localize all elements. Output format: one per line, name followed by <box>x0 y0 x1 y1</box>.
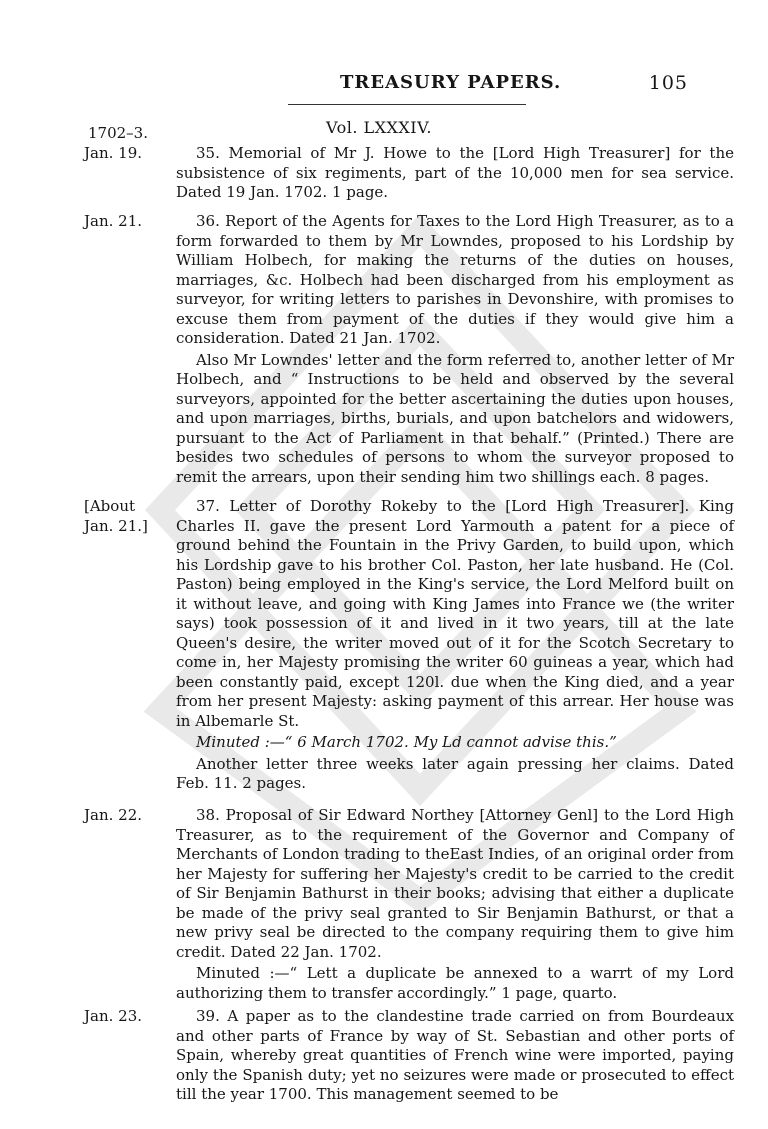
entry-paragraph: Another letter three weeks later again pressing her claims. Dated Feb. 11. 2 pages. <box>176 754 734 792</box>
entry-date: [About Jan. 21.] <box>84 497 148 535</box>
entry-paragraph: 39. A paper as to the clandestine trade carried on from Bourdeaux and other parts of France by way of St. Sebastian and other ports of Spain, whereby great quantities of French wine were imported, paying only the Spanish duty; yet no seizures were made or prosecuted to effect till the year 1700. This management seemed to be <box>176 1007 734 1103</box>
entry-35 <box>84 144 734 203</box>
entry-body <box>176 806 734 1003</box>
entry-38 <box>84 806 734 1003</box>
header-rule <box>288 104 526 105</box>
entry-paragraph: 35. Memorial of Mr J. Howe to the [Lord High Treasurer] for the subsistence of six regiments, part of the 10,000 men for sea service. Dated 19 Jan. 1702. 1 page. <box>176 144 734 201</box>
entry-date: Jan. 19. <box>84 144 143 162</box>
entry-36 <box>84 212 734 487</box>
entry-body <box>176 497 734 794</box>
entry-minute: Minuted :—“ 6 March 1702. My Ld cannot advise this.” <box>196 733 617 751</box>
entry-paragraph: 38. Proposal of Sir Edward Northey [Attorney Genl] to the Lord High Treasurer, as to the requirement of the Governor and Company of Merchants of London trading to theEast Indies, of an original order from her Majesty for suffering her Majesty's credit to be carried to the credit of Sir Benjamin Bathurst in their books; advising that either a duplicate be made of the privy seal granted to Sir Benjamin Bathurst, or that a new privy seal be directed to the company requiring them to give him credit. Dated 22 Jan. 1702. <box>176 806 734 961</box>
entry-paragraph: Also Mr Lowndes' letter and the form referred to, another letter of Mr Holbech, and “ Instructions to be held and observed by the several surveyors, appointed for the better ascertaining the duties upon houses, and upon marriages, births, burials, and upon batchelors and widowers, pursuant to the Act of Parliament in that behalf.” (Printed.) There are besides two schedules of persons to whom the surveyor proposed to remit the arrears, upon their sending him two shillings each. 8 pages. <box>176 350 734 486</box>
entry-39 <box>84 1007 734 1105</box>
entry-date: Jan. 21. <box>84 212 143 230</box>
page-number: 105 <box>648 72 688 94</box>
year-marker: 1702–3. <box>88 124 148 142</box>
entry-body <box>176 1007 734 1105</box>
entry-paragraph: 37. Letter of Dorothy Rokeby to the [Lord High Treasurer]. King Charles II. gave the present Lord Yarmouth a patent for a piece of ground behind the Fountain in the Privy Garden, to build upon, which his Lordship gave to his brother Col. Paston, her late husband. He (Col. Paston) being employed in the King's service, the Lord Melford built on it without leave, and going with King James into France we (the writer says) took possession of it and lived in it two years, till at the late Queen's desire, the writer moved out of it for the Scotch Secretary to come in, her Majesty promising the writer 60 guineas a year, which had been constantly paid, except 120l. due when the King died, and a year from her present Majesty: asking payment of this arrear. Her house was in Albemarle St. <box>176 497 734 730</box>
entry-37 <box>84 497 734 794</box>
entry-body <box>176 144 734 203</box>
entry-body <box>176 212 734 487</box>
entry-paragraph: 36. Report of the Agents for Taxes to the Lord High Treasurer, as to a form forwarded to them by Mr Lowndes, proposed to his Lordship by William Holbech, for making the returns of the duties on houses, marriages, &c. Holbech had been discharged from his employment as surveyor, for writing letters to parishes in Devonshire, with promises to excuse them from payment of the duties if they would give him a consideration. Dated 21 Jan. 1702. <box>176 212 734 347</box>
entry-date: Jan. 23. <box>84 1007 143 1025</box>
running-title: TREASURY PAPERS. <box>340 72 562 93</box>
entry-date: Jan. 22. <box>84 806 143 824</box>
running-header <box>300 72 690 102</box>
entry-minute: Minuted :—“ Lett a duplicate be annexed to a warrt of my Lord authorizing them to transfer accordingly.” 1 page, quarto. <box>176 964 734 1002</box>
volume-heading: Vol. LXXXIV. <box>326 118 432 137</box>
